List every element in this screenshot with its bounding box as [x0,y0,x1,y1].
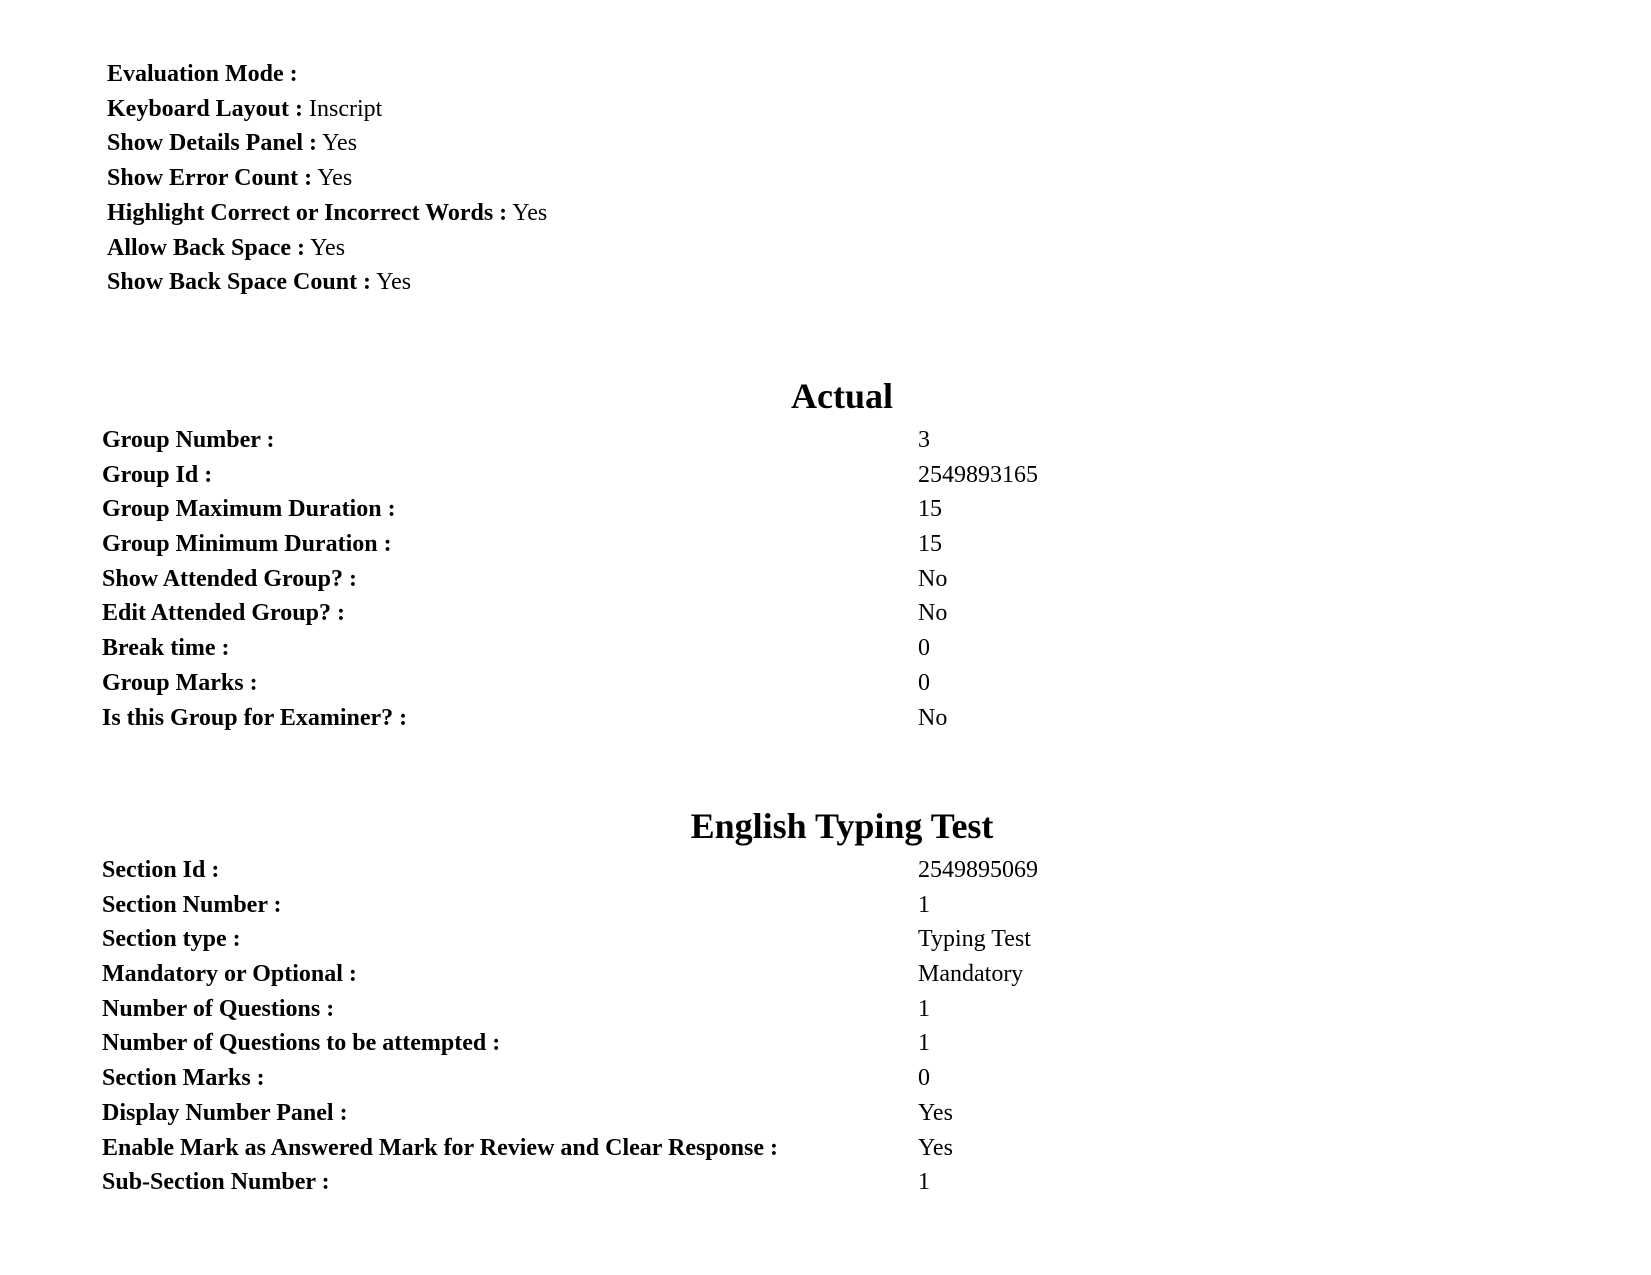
row-label: Break time : [102,635,230,662]
row-value: 0 [918,1065,930,1092]
setting-label: Keyboard Layout : [107,95,304,122]
setting-label: Show Back Space Count : [107,269,372,296]
row-label: Section type : [102,926,241,953]
row-label: Edit Attended Group? : [102,600,345,627]
setting-show-back-space-count [107,265,547,300]
setting-evaluation-mode [107,57,547,92]
setting-value: Yes [512,199,548,226]
row-label: Group Maximum Duration : [102,496,396,523]
row-value: Yes [918,1099,953,1126]
row-label: Sub-Section Number : [102,1169,330,1196]
row-label: Display Number Panel : [102,1099,348,1126]
setting-allow-back-space [107,231,547,266]
row-label: Mandatory or Optional : [102,961,357,988]
row-label: Group Marks : [102,669,258,696]
setting-value: Yes [322,130,358,157]
setting-value: Yes [376,269,412,296]
setting-value: Yes [317,165,353,192]
section-title: English Typing Test [690,806,994,846]
row-value: 0 [918,635,930,662]
row-value: 15 [918,496,942,523]
row-value: 1 [918,1030,930,1057]
setting-highlight-words [107,196,547,231]
setting-value: Yes [310,234,346,261]
setting-label: Highlight Correct or Incorrect Words : [107,199,508,226]
setting-label: Evaluation Mode : [107,61,298,87]
setting-keyboard-layout [107,92,547,127]
setting-label: Show Details Panel : [107,130,317,157]
setting-label: Allow Back Space : [107,234,305,261]
row-value: Mandatory [918,961,1024,988]
setting-value: Inscript [309,95,383,122]
row-label: Section Marks : [102,1065,265,1092]
row-label: Section Number : [102,891,282,918]
row-value: Yes [918,1134,953,1161]
row-value: No [918,704,948,731]
setting-show-details-panel [107,126,547,161]
row-value: No [918,565,948,592]
row-value: 1 [918,995,930,1022]
row-value: Typing Test [918,926,1031,953]
row-label: Number of Questions : [102,995,335,1022]
group-title: Actual [791,376,893,416]
row-label: Section Id : [102,857,220,883]
row-label: Group Id : [102,461,213,488]
row-label: Enable Mark as Answered Mark for Review and Clear Response : [102,1134,778,1161]
row-value: 1 [918,1169,930,1196]
row-value: 1 [918,891,930,918]
row-value: 2549895069 [918,857,1038,883]
row-value: 2549893165 [918,461,1038,488]
row-value: 0 [918,669,930,696]
row-label: Number of Questions to be attempted : [102,1030,501,1057]
row-value: No [918,600,948,627]
row-value: 3 [918,427,930,453]
row-label: Is this Group for Examiner? : [102,704,408,731]
setting-show-error-count [107,161,547,196]
settings-list [107,57,547,300]
row-label: Group Minimum Duration : [102,531,392,558]
row-label: Group Number : [102,427,275,453]
setting-label: Show Error Count : [107,165,313,192]
row-value: 15 [918,531,942,558]
row-label: Show Attended Group? : [102,565,357,592]
